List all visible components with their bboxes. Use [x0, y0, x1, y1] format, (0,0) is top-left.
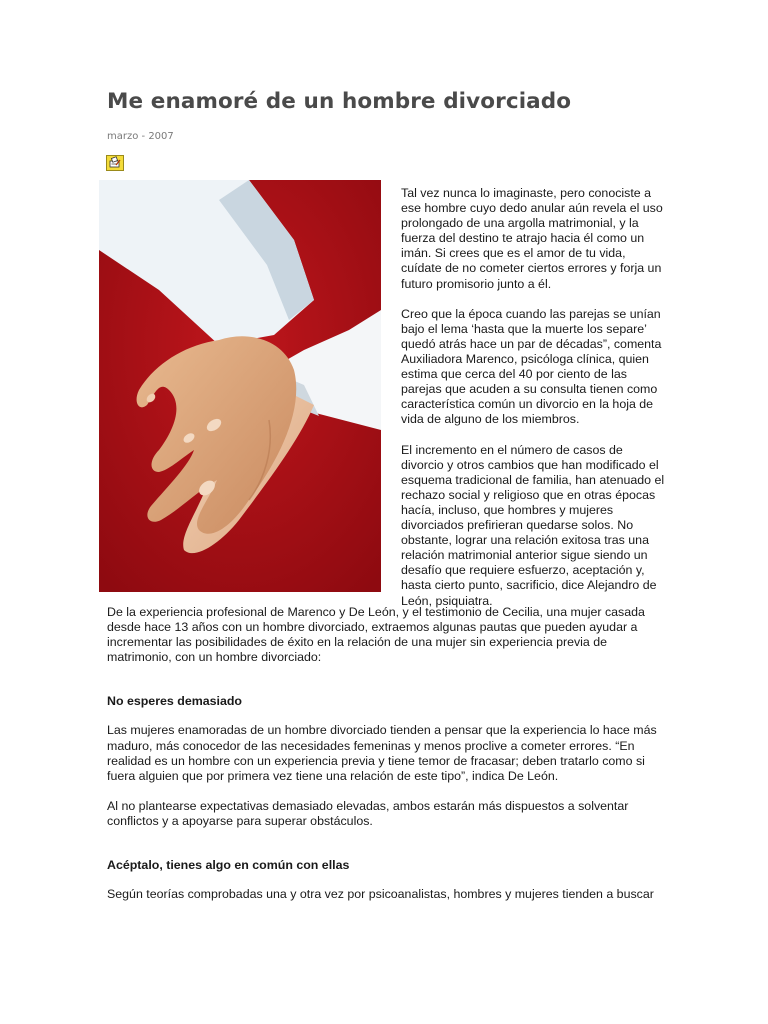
paragraph: Creo que la época cuando las parejas se unían bajo el lema ‘hasta que la muerte los separe’ quedó atrás hace un par de décadas”, comenta Auxiliadora Marenco, psicóloga clínica, quien estima que cerca del 40 por ciento de las parejas que acuden a su consulta tienen como característica común un divorcio en la hoja de vida de alguno de los miembros.	[401, 306, 662, 427]
paragraph: Al no plantearse expectativas demasiado elevadas, ambos estarán más dispuestos a solventar conflictos y a apoyarse para superar obstáculos.	[107, 798, 629, 828]
paragraph: El incremento en el número de casos de divorcio y otros cambios que han modificado el esquema tradicional de familia, han atenuado el rechazo social y religioso que en otras épocas hacía, incluso, que hombres y mujeres divorciados prefirieran quedarse solos. No obstante, lograr una relación exitosa tras una relación matrimonial anterior sigue siendo un desafío que requiere esfuerzo, aceptación y, hasta cierto punto, sacrificio, dice Alejandro de León, psiquiatra.	[401, 442, 665, 608]
article-body	[107, 605, 667, 902]
article-date: marzo - 2007	[107, 131, 174, 142]
paragraph: Tal vez nunca lo imaginaste, pero conociste a ese hombre cuyo dedo anular aún revela el uso prolongado de una argolla matrimonial, y la fuerza del destino te atrajo hacia él como un imán. Si crees que es el amor de tu vida, cuídate de no cometer ciertos errores y forja un futuro promisorio junto a él.	[401, 186, 663, 291]
print-icon[interactable]	[106, 155, 124, 171]
article-title: Me enamoré de un hombre divorciado	[107, 89, 572, 114]
paragraph: Según teorías comprobadas una y otra vez por psicoanalistas, hombres y mujeres tienden a buscar	[107, 887, 654, 902]
section-heading: Acéptalo, tienes algo en común con ellas	[107, 858, 350, 873]
intro-paragraph: De la experiencia profesional de Marenco y De León, y el testimonio de Cecilia, una mujer casada desde hace 13 años con un hombre divorciado, extraemos algunas pautas que pueden ayudar a incrementar las posibilidades de éxito en la relación de una mujer sin experiencia previa de matrimonio, con un hombre divorciado:	[107, 605, 645, 665]
section-heading: No esperes demasiado	[107, 694, 242, 709]
paragraph: Las mujeres enamoradas de un hombre divorciado tienden a pensar que la experiencia lo hace más maduro, más conocedor de las necesidades femeninas y menos proclive a cometer errores. “En realidad es un hombre con un experiencia previa y tiene temor de fracasar; deben tratarlo como si fuera alguien que por primera vez tiene una relación de este tipo”, indica De León.	[107, 723, 657, 783]
article-side-column	[401, 186, 666, 624]
article-photo-holding-hands	[99, 180, 381, 592]
